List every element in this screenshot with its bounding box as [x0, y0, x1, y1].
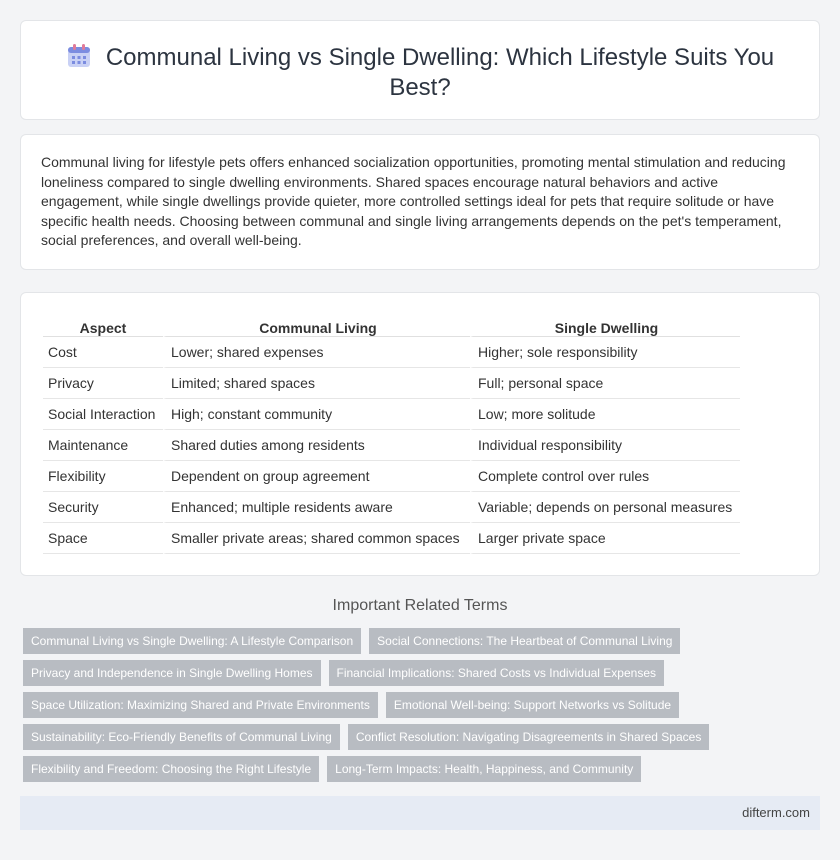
- related-term-tag[interactable]: Space Utilization: Maximizing Shared and Private Environments: [23, 692, 378, 718]
- cell-communal: Dependent on group agreement: [163, 461, 470, 492]
- header: [61, 43, 779, 103]
- related-term-tag[interactable]: Flexibility and Freedom: Choosing the Right Lifestyle: [23, 756, 319, 782]
- cell-communal: Limited; shared spaces: [163, 368, 470, 399]
- table-row: [43, 523, 740, 554]
- table-row: [43, 337, 740, 368]
- page-title: [61, 43, 779, 103]
- cell-single: Larger private space: [470, 523, 740, 554]
- cell-communal: Smaller private areas; shared common spaces: [163, 523, 470, 554]
- table-body: [43, 337, 740, 554]
- header-single: Single Dwelling: [470, 315, 740, 337]
- cell-aspect: Flexibility: [43, 461, 163, 492]
- calendar-icon: [66, 43, 92, 69]
- header-aspect: Aspect: [43, 315, 163, 337]
- related-term-tag[interactable]: Financial Implications: Shared Costs vs Individual Expenses: [329, 660, 665, 686]
- page-title-text: Communal Living vs Single Dwelling: Which Lifestyle Suits You Best?: [105, 44, 775, 101]
- cell-single: Low; more solitude: [470, 399, 740, 430]
- table-row: [43, 430, 740, 461]
- comparison-table: [43, 315, 740, 554]
- cell-communal: Shared duties among residents: [163, 430, 470, 461]
- cell-communal: Enhanced; multiple residents aware: [163, 492, 470, 523]
- related-term-tag[interactable]: Conflict Resolution: Navigating Disagreements in Shared Spaces: [348, 724, 710, 750]
- related-term-tag[interactable]: Long-Term Impacts: Health, Happiness, and Community: [327, 756, 641, 782]
- cell-single: Variable; depends on personal measures: [470, 492, 740, 523]
- cell-single: Higher; sole responsibility: [470, 337, 740, 368]
- header-communal: Communal Living: [163, 315, 470, 337]
- cell-aspect: Maintenance: [43, 430, 163, 461]
- related-term-tag[interactable]: Social Connections: The Heartbeat of Communal Living: [369, 628, 680, 654]
- cell-communal: High; constant community: [163, 399, 470, 430]
- cell-aspect: Space: [43, 523, 163, 554]
- comparison-card: [20, 292, 820, 576]
- description-card: [20, 134, 820, 270]
- cell-aspect: Security: [43, 492, 163, 523]
- cell-aspect: Social Interaction: [43, 399, 163, 430]
- cell-aspect: Cost: [43, 337, 163, 368]
- related-term-tag[interactable]: Sustainability: Eco-Friendly Benefits of Communal Living: [23, 724, 340, 750]
- cell-aspect: Privacy: [43, 368, 163, 399]
- related-term-tag[interactable]: Emotional Well-being: Support Networks vs Solitude: [386, 692, 679, 718]
- table-row: [43, 461, 740, 492]
- cell-communal: Lower; shared expenses: [163, 337, 470, 368]
- footer-site[interactable]: difterm.com: [742, 805, 810, 820]
- related-term-tag[interactable]: Communal Living vs Single Dwelling: A Lifestyle Comparison: [23, 628, 361, 654]
- header-card: [20, 20, 820, 120]
- description-text: Communal living for lifestyle pets offers enhanced socialization opportunities, promoting mental stimulation and reducing loneliness compared to single dwelling environments. Shared spaces encourage natural behaviors and active engagement, while single dwellings provide quieter, more controlled settings ideal for pets that require solitude or have specific health needs. Choosing between communal and single living arrangements depends on the pet's temperament, social preferences, and overall well-being.: [41, 154, 786, 248]
- related-terms-title: Important Related Terms: [332, 597, 508, 614]
- table-row: [43, 399, 740, 430]
- table-header-row: [43, 315, 740, 337]
- related-term-tag[interactable]: Privacy and Independence in Single Dwelling Homes: [23, 660, 321, 686]
- cell-single: Complete control over rules: [470, 461, 740, 492]
- table-row: [43, 492, 740, 523]
- footer: [20, 796, 820, 830]
- table-row: [43, 368, 740, 399]
- cell-single: Full; personal space: [470, 368, 740, 399]
- cell-single: Individual responsibility: [470, 430, 740, 461]
- related-terms-list: [23, 628, 813, 782]
